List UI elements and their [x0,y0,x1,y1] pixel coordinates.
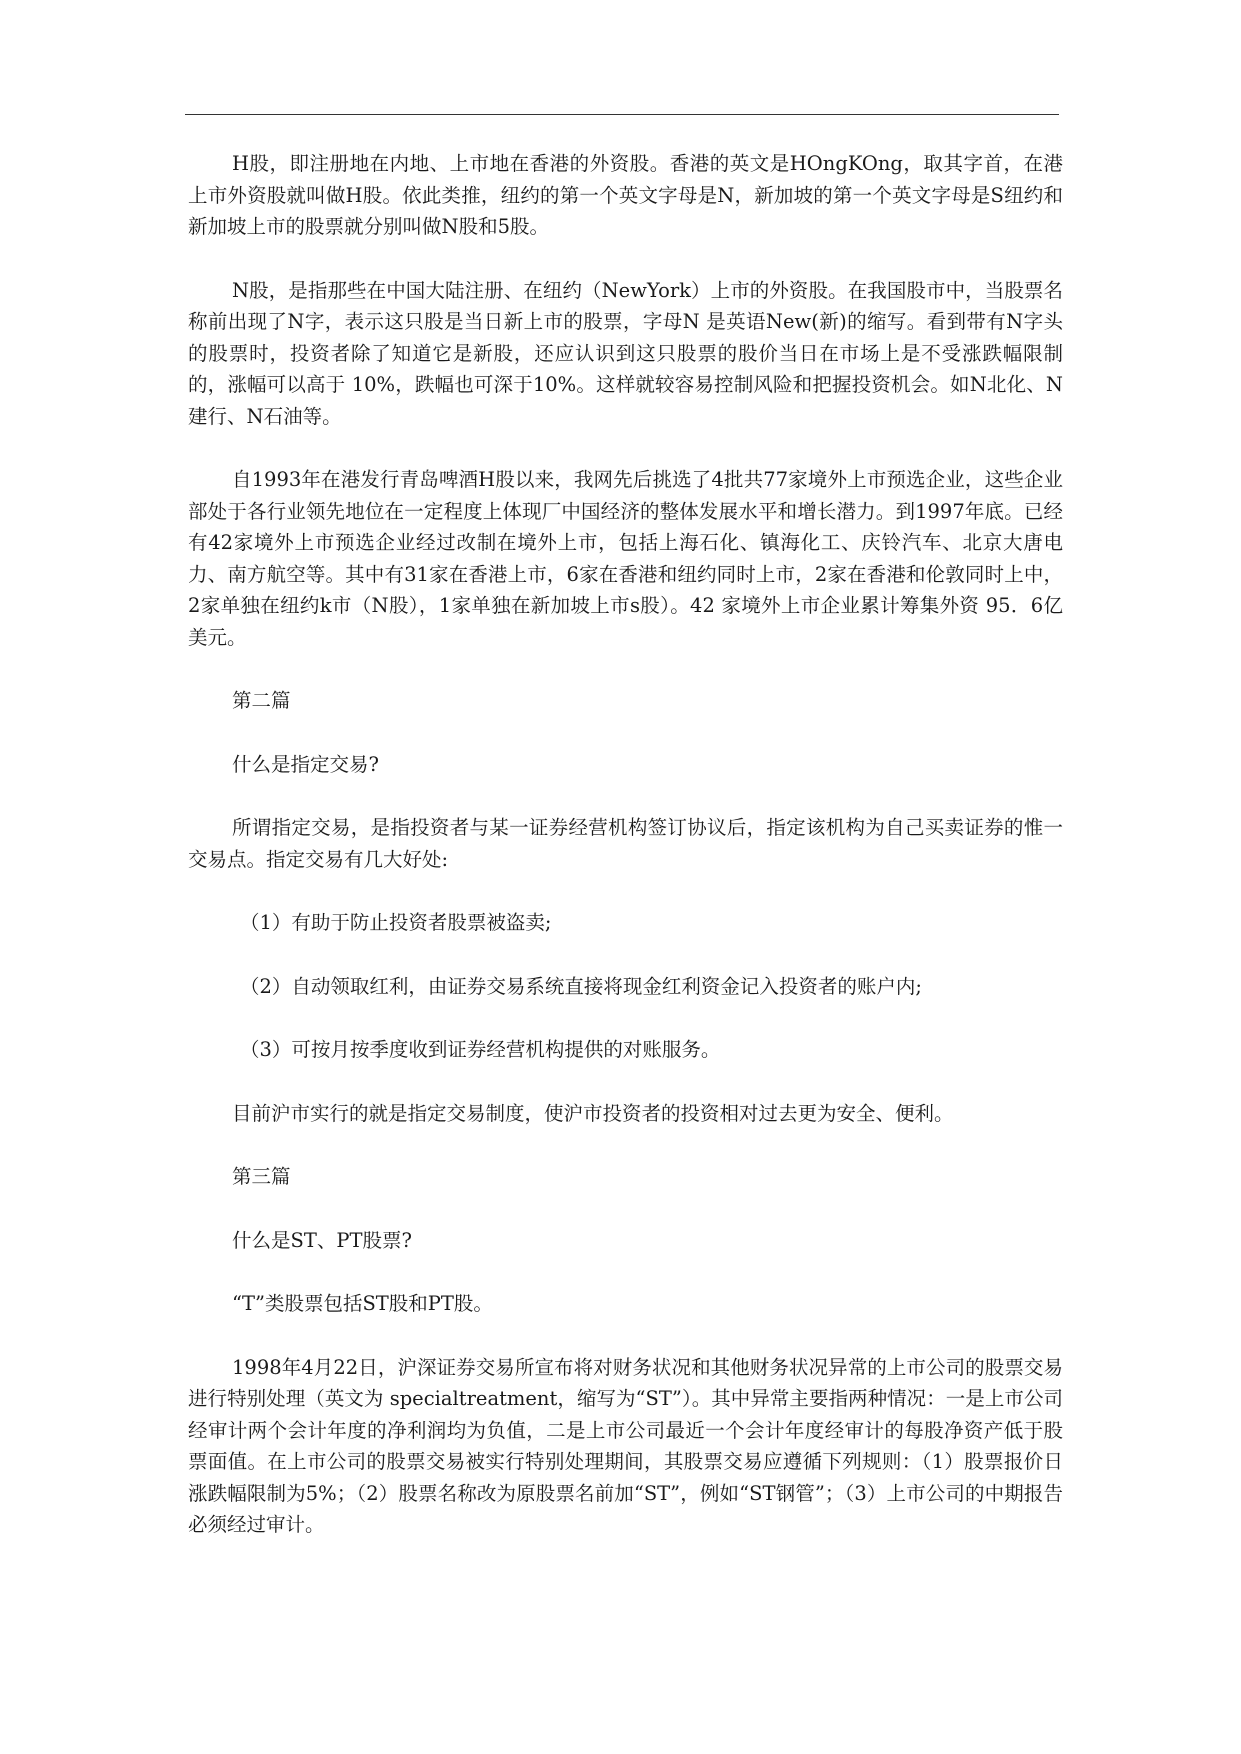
paragraph-special-treatment: 1998年4月22日，沪深证券交易所宣布将对财务状况和其他财务状况异常的上市公司的股票交易进行特别处理（英文为 specialtreatment，缩写为“ST”）。其中异常主要指两种情况：一是上市公司经审计两个会计年度的净利润均为负值，二是上市公司最近一个会计年度经审计的每股净资产低于股票面值。在上市公司的股票交易被实行特别处理期间，其股票交易应遵循下列规则：（1）股票报价日涨跌幅限制为5%；（2）股票名称改为原股票名前加“ST”，例如“ST钢管”；（3）上市公司的中期报告必须经过审计。 [188,1355,1063,1536]
paragraph-h-shares: H股，即注册地在内地、上市地在香港的外资股。香港的英文是HOngKOng，取其字首，在港上市外资股就叫做H股。依此类推，纽约的第一个英文字母是N，新加坡的第一个英文字母是S纽约和新加坡上市的股票就分别叫做N股和5股。 [188,152,1063,238]
header-rule [185,114,1059,115]
paragraph-t-class-shares: “T”类股票包括ST股和PT股。 [232,1292,493,1315]
list-item-benefit-2: （2）自动领取红利，由证券交易系统直接将现金红利资金记入投资者的账户内; [240,974,922,998]
paragraph-overseas-listing: 自1993年在港发行青岛啤酒H股以来，我网先后挑选了4批共77家境外上市预选企业，这些企业部处于各行业领先地位在一定程度上体现厂中国经济的整体发展水平和增长潜力。到1997年底。已经有42家境外上市预选企业经过改制在境外上市，包括上海石化、镇海化工、庆铃汽车、北京大唐电力、南方航空等。其中有31家在香港上市，6家在香港和纽约同时上市，2家在香港和伦敦同时上中，2家单独在纽约k市（N股），1家单独在新加坡上市s股）。42 家境外上市企业累计筹集外资 95．6亿美元。 [188,468,1063,649]
paragraph-shanghai-system: 目前沪市实行的就是指定交易制度，使沪市投资者的投资相对过去更为安全、便利。 [232,1101,954,1125]
section-heading-part-three: 第三篇 [232,1165,291,1188]
paragraph-designated-trading-definition: 所谓指定交易，是指投资者与某一证券经营机构签订协议后，指定该机构为自己买卖证券的惟一交易点。指定交易有几大好处: [188,816,1063,871]
question-designated-trading: 什么是指定交易? [232,752,379,776]
document-body [188,148,1063,1573]
section-heading-part-two: 第二篇 [232,689,291,712]
paragraph-n-shares: N股，是指那些在中国大陆注册、在纽约（NewYork）上市的外资股。在我国股市中，当股票名称前出现了N字，表示这只股是当日新上市的股票，字母N 是英语New(新)的缩写。看到带有N字头的股票时，投资者除了知道它是新股，还应认识到这只股票的股价当日在市场上是不受涨跌幅限制的，涨幅可以高于 10%，跌幅也可深于10%。这样就较容易控制风险和把握投资机会。如N北化、N建行、N石油等。 [188,278,1063,428]
list-item-benefit-1: （1）有助于防止投资者股票被盗卖; [240,911,552,934]
question-st-pt-shares: 什么是ST、PT股票? [232,1228,412,1252]
list-item-benefit-3: （3）可按月按季度收到证券经营机构提供的对账服务。 [240,1038,721,1061]
